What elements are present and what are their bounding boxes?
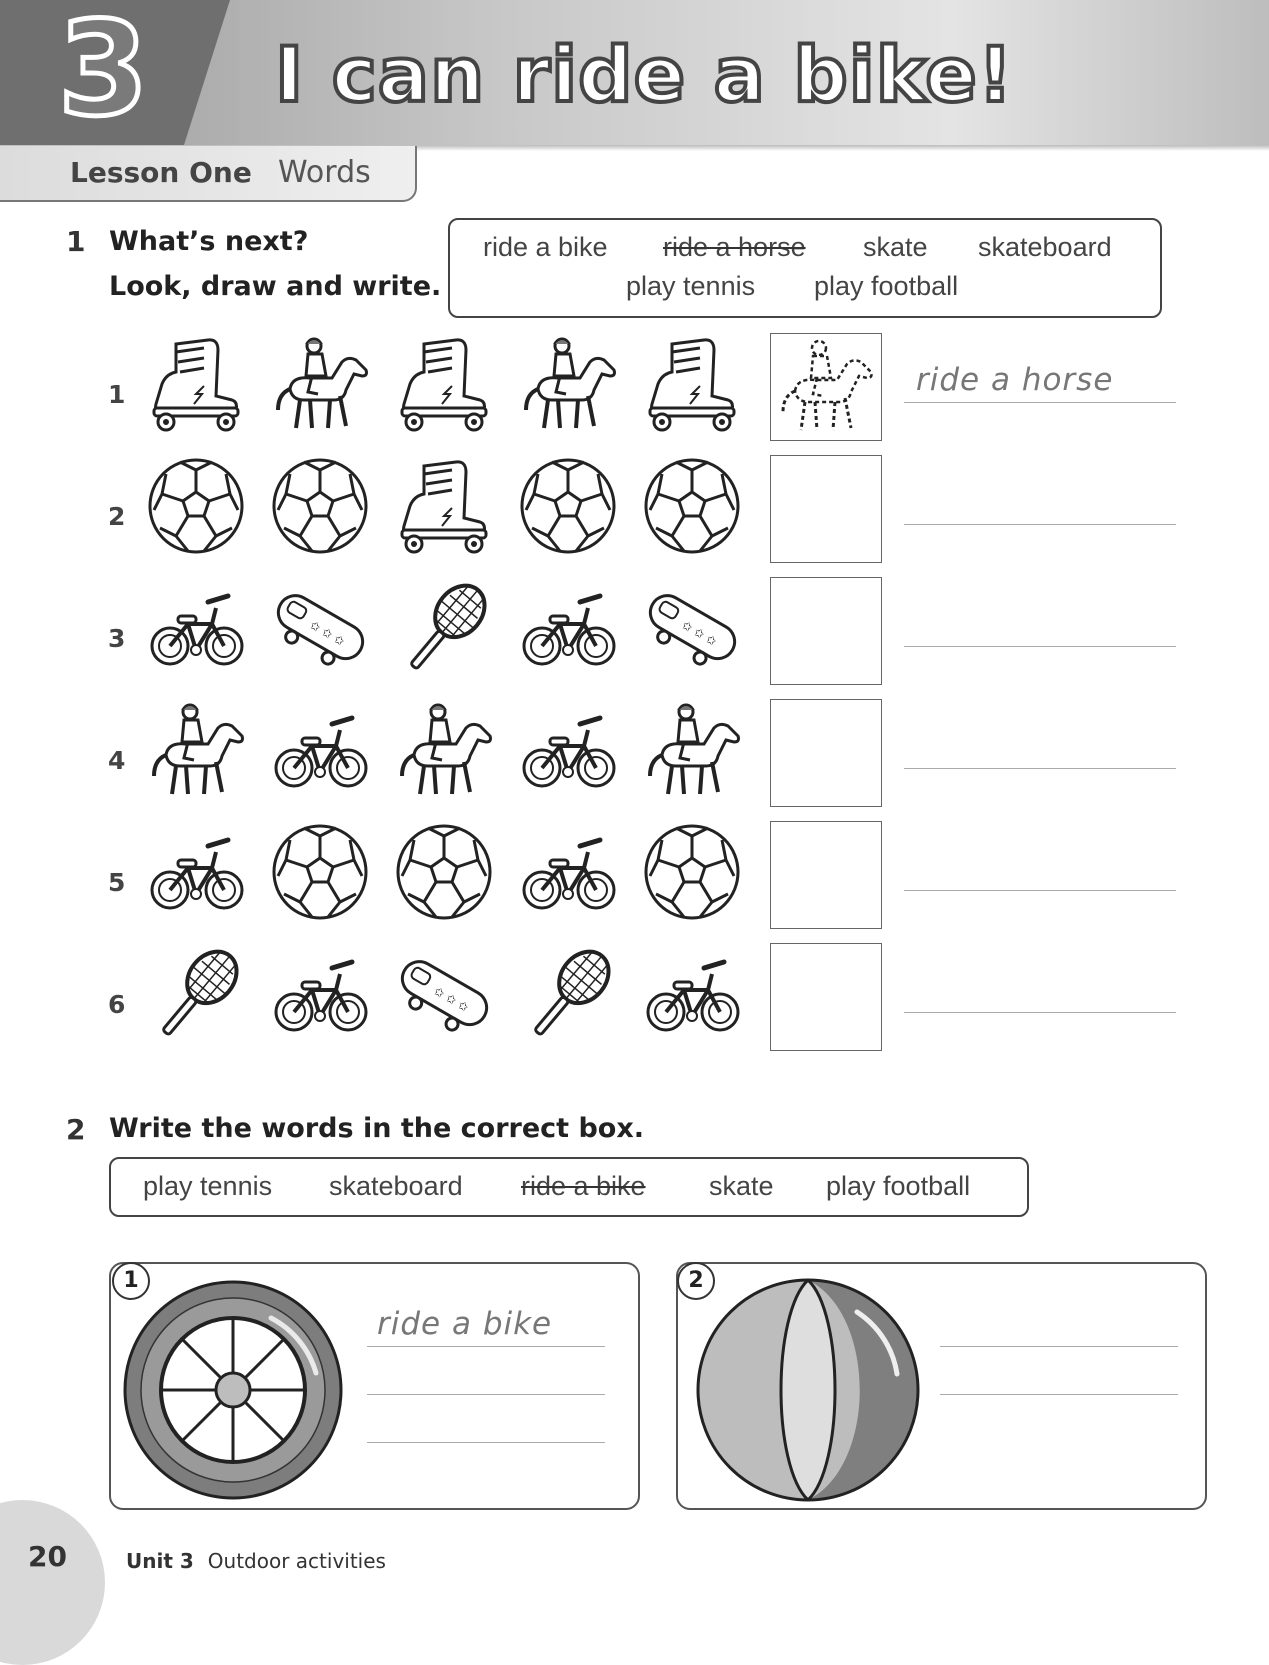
- horse-icon: [518, 334, 618, 434]
- write-line[interactable]: [940, 1346, 1178, 1347]
- bike-icon: [270, 944, 370, 1044]
- horse-icon: [146, 700, 246, 800]
- write-line[interactable]: [904, 646, 1176, 647]
- exercise-2-box-1: [109, 1262, 640, 1510]
- unit-number: 3: [58, 0, 149, 145]
- word-bank-item: skateboard: [329, 1171, 463, 1201]
- svg-text:✩ ✩ ✩: ✩ ✩ ✩: [431, 983, 472, 1015]
- skate-icon: [394, 334, 494, 434]
- horse-dotted-icon: [775, 336, 875, 440]
- row-number: 3: [108, 624, 126, 653]
- word-bank-item: play tennis: [626, 271, 756, 301]
- exercise-1-number: 1: [66, 225, 86, 258]
- lesson-tab: [0, 146, 417, 202]
- write-line[interactable]: [367, 1442, 605, 1443]
- horse-icon: [270, 334, 370, 434]
- football-icon: [642, 822, 742, 922]
- draw-box[interactable]: [770, 699, 882, 807]
- word-bank-item: play football: [814, 271, 959, 301]
- lesson-name: Lesson One: [70, 156, 252, 189]
- football-icon: [394, 822, 494, 922]
- write-line[interactable]: [904, 890, 1176, 891]
- draw-box[interactable]: [770, 455, 882, 563]
- skate-icon: [146, 334, 246, 434]
- write-line[interactable]: [367, 1394, 605, 1395]
- skateboard-icon: [270, 578, 370, 678]
- write-line[interactable]: [367, 1346, 605, 1347]
- bike-icon: [518, 822, 618, 922]
- exercise-1-instruction-line1: What’s next?: [109, 226, 309, 257]
- write-line[interactable]: [904, 1012, 1176, 1013]
- horse-icon: [394, 700, 494, 800]
- exercise-1-instruction-line2: Look, draw and write.: [109, 271, 442, 302]
- row-number: 6: [108, 990, 126, 1019]
- bike-icon: [518, 578, 618, 678]
- footer-unit: [126, 1549, 386, 1573]
- exercise-2-box-2: [676, 1262, 1207, 1510]
- write-line[interactable]: [904, 524, 1176, 525]
- row-number: 4: [108, 746, 126, 775]
- skateboard-icon: [642, 578, 742, 678]
- exercise-2-instruction: Write the words in the correct box.: [109, 1113, 645, 1144]
- horse-icon: [642, 700, 742, 800]
- exercise-2-number: 2: [66, 1113, 86, 1146]
- tennis-racket-icon: [518, 944, 618, 1044]
- page-number: 20: [28, 1540, 67, 1573]
- word-bank-item-struck: ride a horse: [663, 232, 806, 262]
- box-1-number: 1: [112, 1262, 150, 1300]
- footer-unit-label: Unit 3: [126, 1549, 194, 1573]
- word-bank-item: play tennis: [143, 1171, 273, 1201]
- ball-icon: [692, 1274, 924, 1506]
- page-title: I can ride a bike!: [275, 30, 1014, 119]
- draw-box[interactable]: [770, 577, 882, 685]
- row-number: 1: [108, 380, 126, 409]
- write-line[interactable]: [904, 768, 1176, 769]
- row-number: 5: [108, 868, 126, 897]
- bike-icon: [270, 700, 370, 800]
- bike-icon: [146, 822, 246, 922]
- football-icon: [518, 456, 618, 556]
- wheel-icon: [121, 1278, 345, 1502]
- football-icon: [270, 456, 370, 556]
- football-icon: [146, 456, 246, 556]
- bike-icon: [146, 578, 246, 678]
- bike-icon: [518, 700, 618, 800]
- word-bank-item: skate: [709, 1171, 774, 1201]
- skateboard-icon: [394, 944, 494, 1044]
- football-icon: [642, 456, 742, 556]
- box-2-number: 2: [677, 1262, 715, 1300]
- svg-text:✩ ✩ ✩: ✩ ✩ ✩: [679, 617, 720, 649]
- word-bank-item-struck: ride a bike: [521, 1171, 646, 1201]
- bike-icon: [642, 944, 742, 1044]
- row-number: 2: [108, 502, 126, 531]
- unit-header: [0, 0, 1269, 145]
- word-bank-item: ride a bike: [483, 232, 608, 262]
- draw-box[interactable]: [770, 333, 882, 441]
- word-bank-item: play football: [826, 1171, 971, 1201]
- draw-box[interactable]: [770, 943, 882, 1051]
- draw-box[interactable]: [770, 821, 882, 929]
- tennis-racket-icon: [394, 578, 494, 678]
- footer-unit-title: Outdoor activities: [207, 1549, 386, 1573]
- tennis-racket-icon: [146, 944, 246, 1044]
- exercise-2-word-bank: [109, 1157, 1029, 1217]
- write-line[interactable]: [904, 402, 1176, 403]
- lesson-topic: Words: [278, 155, 371, 190]
- write-line[interactable]: [940, 1394, 1178, 1395]
- skate-icon: [394, 456, 494, 556]
- box-1-example-answer: ride a bike: [377, 1306, 553, 1342]
- row-example-answer: ride a horse: [916, 362, 1114, 398]
- skate-icon: [642, 334, 742, 434]
- word-bank-item: skate: [863, 232, 928, 262]
- svg-text:✩ ✩ ✩: ✩ ✩ ✩: [307, 617, 348, 649]
- word-bank-item: skateboard: [978, 232, 1112, 262]
- football-icon: [270, 822, 370, 922]
- footer-corner: [0, 1500, 105, 1665]
- exercise-1-word-bank: [448, 218, 1162, 318]
